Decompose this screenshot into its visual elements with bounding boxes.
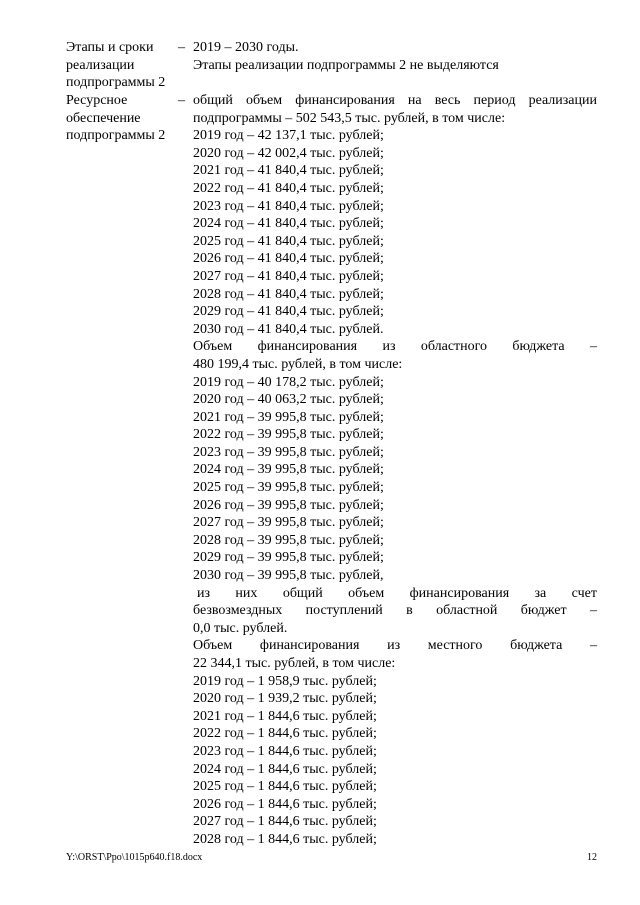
year-amount-line: 2020 год – 40 063,2 тыс. рублей;	[193, 392, 384, 408]
resources-label-line: Ресурсное	[66, 93, 128, 108]
stages-label-line: Этапы и сроки	[66, 40, 154, 55]
gratuitous-line: безвозмездных поступлений в областной бюджет –	[193, 603, 597, 619]
stages-dash: –	[178, 40, 185, 55]
total-years-list	[193, 127, 597, 338]
regional-intro-line: 480 199,4 тыс. рублей, в том числе:	[193, 356, 403, 372]
year-amount-line: 2024 год – 41 840,4 тыс. рублей;	[193, 216, 384, 232]
year-amount-line: 2019 год – 40 178,2 тыс. рублей;	[193, 374, 384, 390]
year-amount-line: 2020 год – 1 939,2 тыс. рублей;	[193, 691, 377, 707]
year-amount-line: 2029 год – 41 840,4 тыс. рублей;	[193, 304, 384, 320]
year-amount-line: 2030 год – 39 995,8 тыс. рублей,	[193, 568, 384, 584]
year-amount-line: 2028 год – 1 844,6 тыс. рублей;	[193, 831, 377, 847]
year-amount-line: 2028 год – 39 995,8 тыс. рублей;	[193, 532, 384, 548]
stages-line: 2019 – 2030 годы.	[193, 40, 299, 55]
stages-label-line: подпрограммы 2	[66, 75, 166, 91]
year-amount-line: 2027 год – 39 995,8 тыс. рублей;	[193, 515, 384, 531]
year-amount-line: 2027 год – 41 840,4 тыс. рублей;	[193, 268, 384, 284]
total-intro-line: общий объем финансирования на весь период реализации	[193, 93, 597, 108]
local-intro-line: Объем финансирования из местного бюджета –	[193, 638, 597, 654]
year-amount-line: 2026 год – 41 840,4 тыс. рублей;	[193, 251, 384, 267]
year-amount-line: 2025 год – 41 840,4 тыс. рублей;	[193, 233, 384, 249]
year-amount-line: 2030 год – 41 840,4 тыс. рублей.	[193, 321, 384, 337]
stages-value	[193, 39, 597, 74]
year-amount-line: 2023 год – 41 840,4 тыс. рублей;	[193, 198, 384, 214]
year-amount-line: 2025 год – 1 844,6 тыс. рублей;	[193, 779, 377, 795]
year-amount-line: 2020 год – 42 002,4 тыс. рублей;	[193, 145, 384, 161]
resources-label-line: подпрограммы 2	[66, 128, 166, 144]
total-intro-line: подпрограммы – 502 543,5 тыс. рублей, в том числе:	[193, 110, 506, 126]
year-amount-line: 2021 год – 1 844,6 тыс. рублей;	[193, 708, 377, 724]
year-amount-line: 2025 год – 39 995,8 тыс. рублей;	[193, 480, 384, 496]
year-amount-line: 2021 год – 39 995,8 тыс. рублей;	[193, 409, 384, 425]
stages-line: Этапы реализации подпрограммы 2 не выделяются	[193, 57, 499, 73]
year-amount-line: 2022 год – 41 840,4 тыс. рублей;	[193, 180, 384, 196]
year-amount-line: 2027 год – 1 844,6 тыс. рублей;	[193, 814, 377, 830]
year-amount-line: 2024 год – 1 844,6 тыс. рублей;	[193, 761, 377, 777]
year-amount-line: 2024 год – 39 995,8 тыс. рублей;	[193, 462, 384, 478]
year-amount-line: 2026 год – 1 844,6 тыс. рублей;	[193, 796, 377, 812]
year-amount-line: 2021 год – 41 840,4 тыс. рублей;	[193, 163, 384, 179]
resources-dash: –	[178, 93, 185, 108]
year-amount-line: 2026 год – 39 995,8 тыс. рублей;	[193, 497, 384, 513]
year-amount-line: 2029 год – 39 995,8 тыс. рублей;	[193, 550, 384, 566]
gratuitous-line: из них общий объем финансирования за счет	[197, 585, 597, 601]
year-amount-line: 2023 год – 1 844,6 тыс. рублей;	[193, 743, 377, 759]
resources-label	[66, 92, 178, 145]
year-amount-line: 2023 год – 39 995,8 тыс. рублей;	[193, 444, 384, 460]
resources-value	[193, 92, 597, 849]
file-path: Y:\ORST\Ppo\1015p640.f18.docx	[66, 852, 203, 863]
year-amount-line: 2028 год – 41 840,4 тыс. рублей;	[193, 286, 384, 302]
year-amount-line: 2022 год – 39 995,8 тыс. рублей;	[193, 427, 384, 443]
local-years-list	[193, 673, 597, 849]
local-intro-line: 22 344,1 тыс. рублей, в том числе:	[193, 656, 396, 671]
year-amount-line: 2022 год – 1 844,6 тыс. рублей;	[193, 726, 377, 742]
gratuitous-line: 0,0 тыс. рублей.	[193, 620, 288, 636]
year-amount-line: 2019 год – 1 958,9 тыс. рублей;	[193, 673, 377, 689]
stages-label	[66, 39, 178, 92]
regional-years-list	[193, 374, 597, 585]
regional-intro-line: Объем финансирования из областного бюджета –	[193, 339, 597, 355]
resources-label-line: обеспечение	[66, 110, 141, 126]
page-number: 12	[587, 852, 597, 863]
year-amount-line: 2019 год – 42 137,1 тыс. рублей;	[193, 128, 384, 144]
stages-label-line: реализации	[66, 57, 135, 73]
